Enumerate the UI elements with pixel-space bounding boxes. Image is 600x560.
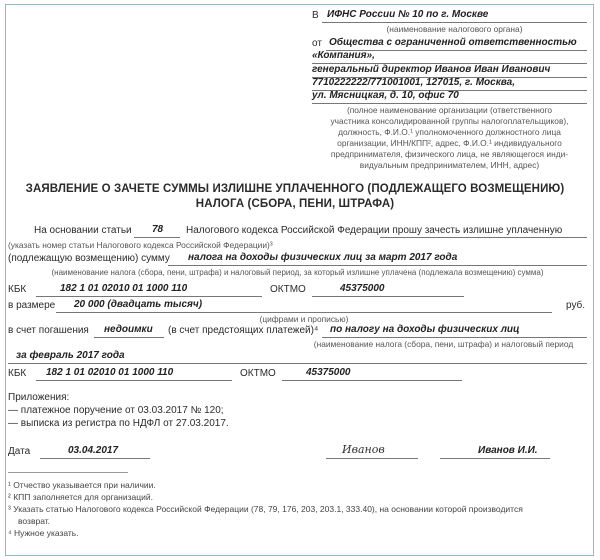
document-title-line-1: ЗАЯВЛЕНИЕ О ЗАЧЕТЕ СУММЫ ИЗЛИШНЕ УПЛАЧЕННОГО (ПОДЛЕЖАЩЕГО ВОЗМЕЩЕНИЮ) [25, 183, 565, 195]
oktmo-label: ОКТМО [270, 284, 306, 295]
org-caption-6: видуальным предпринимателем, ИНН, адрес) [359, 160, 540, 170]
amount-prefix: в размере [8, 300, 56, 311]
repay-middle: (в счет предстоящих платежей)⁴ [168, 325, 319, 336]
tax-authority: ИФНС России № 10 по г. Москве [327, 9, 489, 20]
sum-prefix: (подлежащую возмещению) сумму [8, 253, 170, 264]
signer-name-underline [440, 458, 550, 459]
tax-authority-caption: (наименование налогового органа) [386, 24, 523, 34]
org-line-3: генеральный директор Иванов Иван Иванович [312, 64, 551, 75]
org-caption-5: предпринимателя, физического лица, не являющегося инди- [330, 149, 569, 159]
attachment-item-1: — платежное поручение от 03.03.2017 № 120; [8, 405, 224, 416]
footnote-4: ⁴ Нужное указать. [8, 528, 79, 538]
repay-tax-underline [322, 337, 587, 338]
kbk2-value: 182 1 01 02010 01 1000 110 [46, 367, 174, 378]
amount-underline [56, 312, 552, 313]
org-underline-5 [312, 103, 587, 104]
tax-caption: (наименование налога (сбора, пени, штрафа) и налоговый период, за который излишне уплачена (подлежала возмещению) сумма) [51, 268, 544, 277]
repay-value: недоимки [104, 324, 153, 335]
oktmo-value: 45375000 [340, 283, 385, 294]
date-label: Дата [8, 446, 31, 457]
amount-value: 20 000 (двадцать тысяч) [74, 299, 203, 310]
basis-suffix: Налогового кодекса Российской Федерации прошу зачесть излишне уплаченную [186, 225, 563, 236]
org-line-4: 7710222222/771001001, 127015, г. Москва, [312, 77, 516, 88]
org-caption-1: (полное наименование организации (ответственного [346, 105, 553, 115]
document-title-line-2: НАЛОГА (СБОРА, ПЕНИ, ШТРАФА) [195, 198, 395, 210]
footnote-3-cont: возврат. [18, 516, 51, 526]
repay-tax: по налогу на доходы физических лиц [330, 324, 520, 335]
basis-prefix: На основании статьи [34, 225, 132, 236]
repay-prefix: в счет погашения [8, 325, 89, 336]
article-number: 78 [152, 224, 164, 235]
repay-period: за февраль 2017 года [16, 350, 125, 361]
kbk2-underline [36, 380, 232, 381]
oktmo2-underline [282, 380, 462, 381]
basis-tail-line [380, 237, 587, 238]
to-prefix: В [312, 10, 319, 21]
org-caption-4: организации, ИНН/КПП², адрес, Ф.И.О.¹ индивидуального [337, 138, 562, 148]
amount-unit: руб. [566, 300, 586, 311]
kbk2-label: КБК [8, 368, 27, 379]
repay-period-underline [8, 363, 587, 364]
kbk-underline [36, 296, 262, 297]
article-underline [134, 237, 180, 238]
signature-handwritten: Иванов [342, 443, 385, 456]
org-line-2: «Компания», [312, 50, 375, 61]
org-caption-3: должность, Ф.И.О.¹ уполномоченного должностного лица [338, 127, 561, 137]
signature-underline [326, 458, 418, 459]
org-line-5: ул. Мясницкая, д. 10, офис 70 [312, 90, 459, 101]
kbk-label: КБК [8, 284, 27, 295]
oktmo-underline [312, 296, 464, 297]
repay-caption: (наименование налога (сбора, пени, штрафа) и налоговый период [313, 339, 574, 349]
footnote-3: ³ Указать статью Налогового кодекса Российской Федерации (78, 79, 176, 203, 203.1, 333.40), на основании которой производится [8, 504, 523, 514]
oktmo2-label: ОКТМО [240, 368, 276, 379]
repay-underline [94, 337, 164, 338]
oktmo2-value: 45375000 [306, 367, 351, 378]
footnote-separator [8, 472, 128, 473]
attachments-heading: Приложения: [8, 392, 70, 403]
footnote-2: ² КПП заполняется для организаций. [8, 492, 153, 502]
footnote-1: ¹ Отчество указывается при наличии. [8, 480, 156, 490]
tax-name-underline [168, 265, 587, 266]
tax-authority-line [322, 22, 587, 23]
date-underline [40, 458, 150, 459]
article-caption: (указать номер статьи Налогового кодекса Российской Федерации)³ [8, 240, 273, 250]
from-prefix: от [312, 38, 322, 49]
tax-name: налога на доходы физических лиц за март 2017 года [188, 252, 458, 263]
org-caption-2: участника консолидированной группы налогоплательщиков), [330, 116, 569, 126]
org-line-1: Общества с ограниченной ответственностью [329, 37, 577, 48]
amount-caption: (цифрами и прописью) [259, 314, 349, 324]
attachment-item-2: — выписка из регистра по НДФЛ от 27.03.2017. [8, 418, 229, 429]
kbk-value: 182 1 01 02010 01 1000 110 [60, 283, 188, 294]
signer-name: Иванов И.И. [478, 445, 538, 456]
date-value: 03.04.2017 [68, 445, 119, 456]
